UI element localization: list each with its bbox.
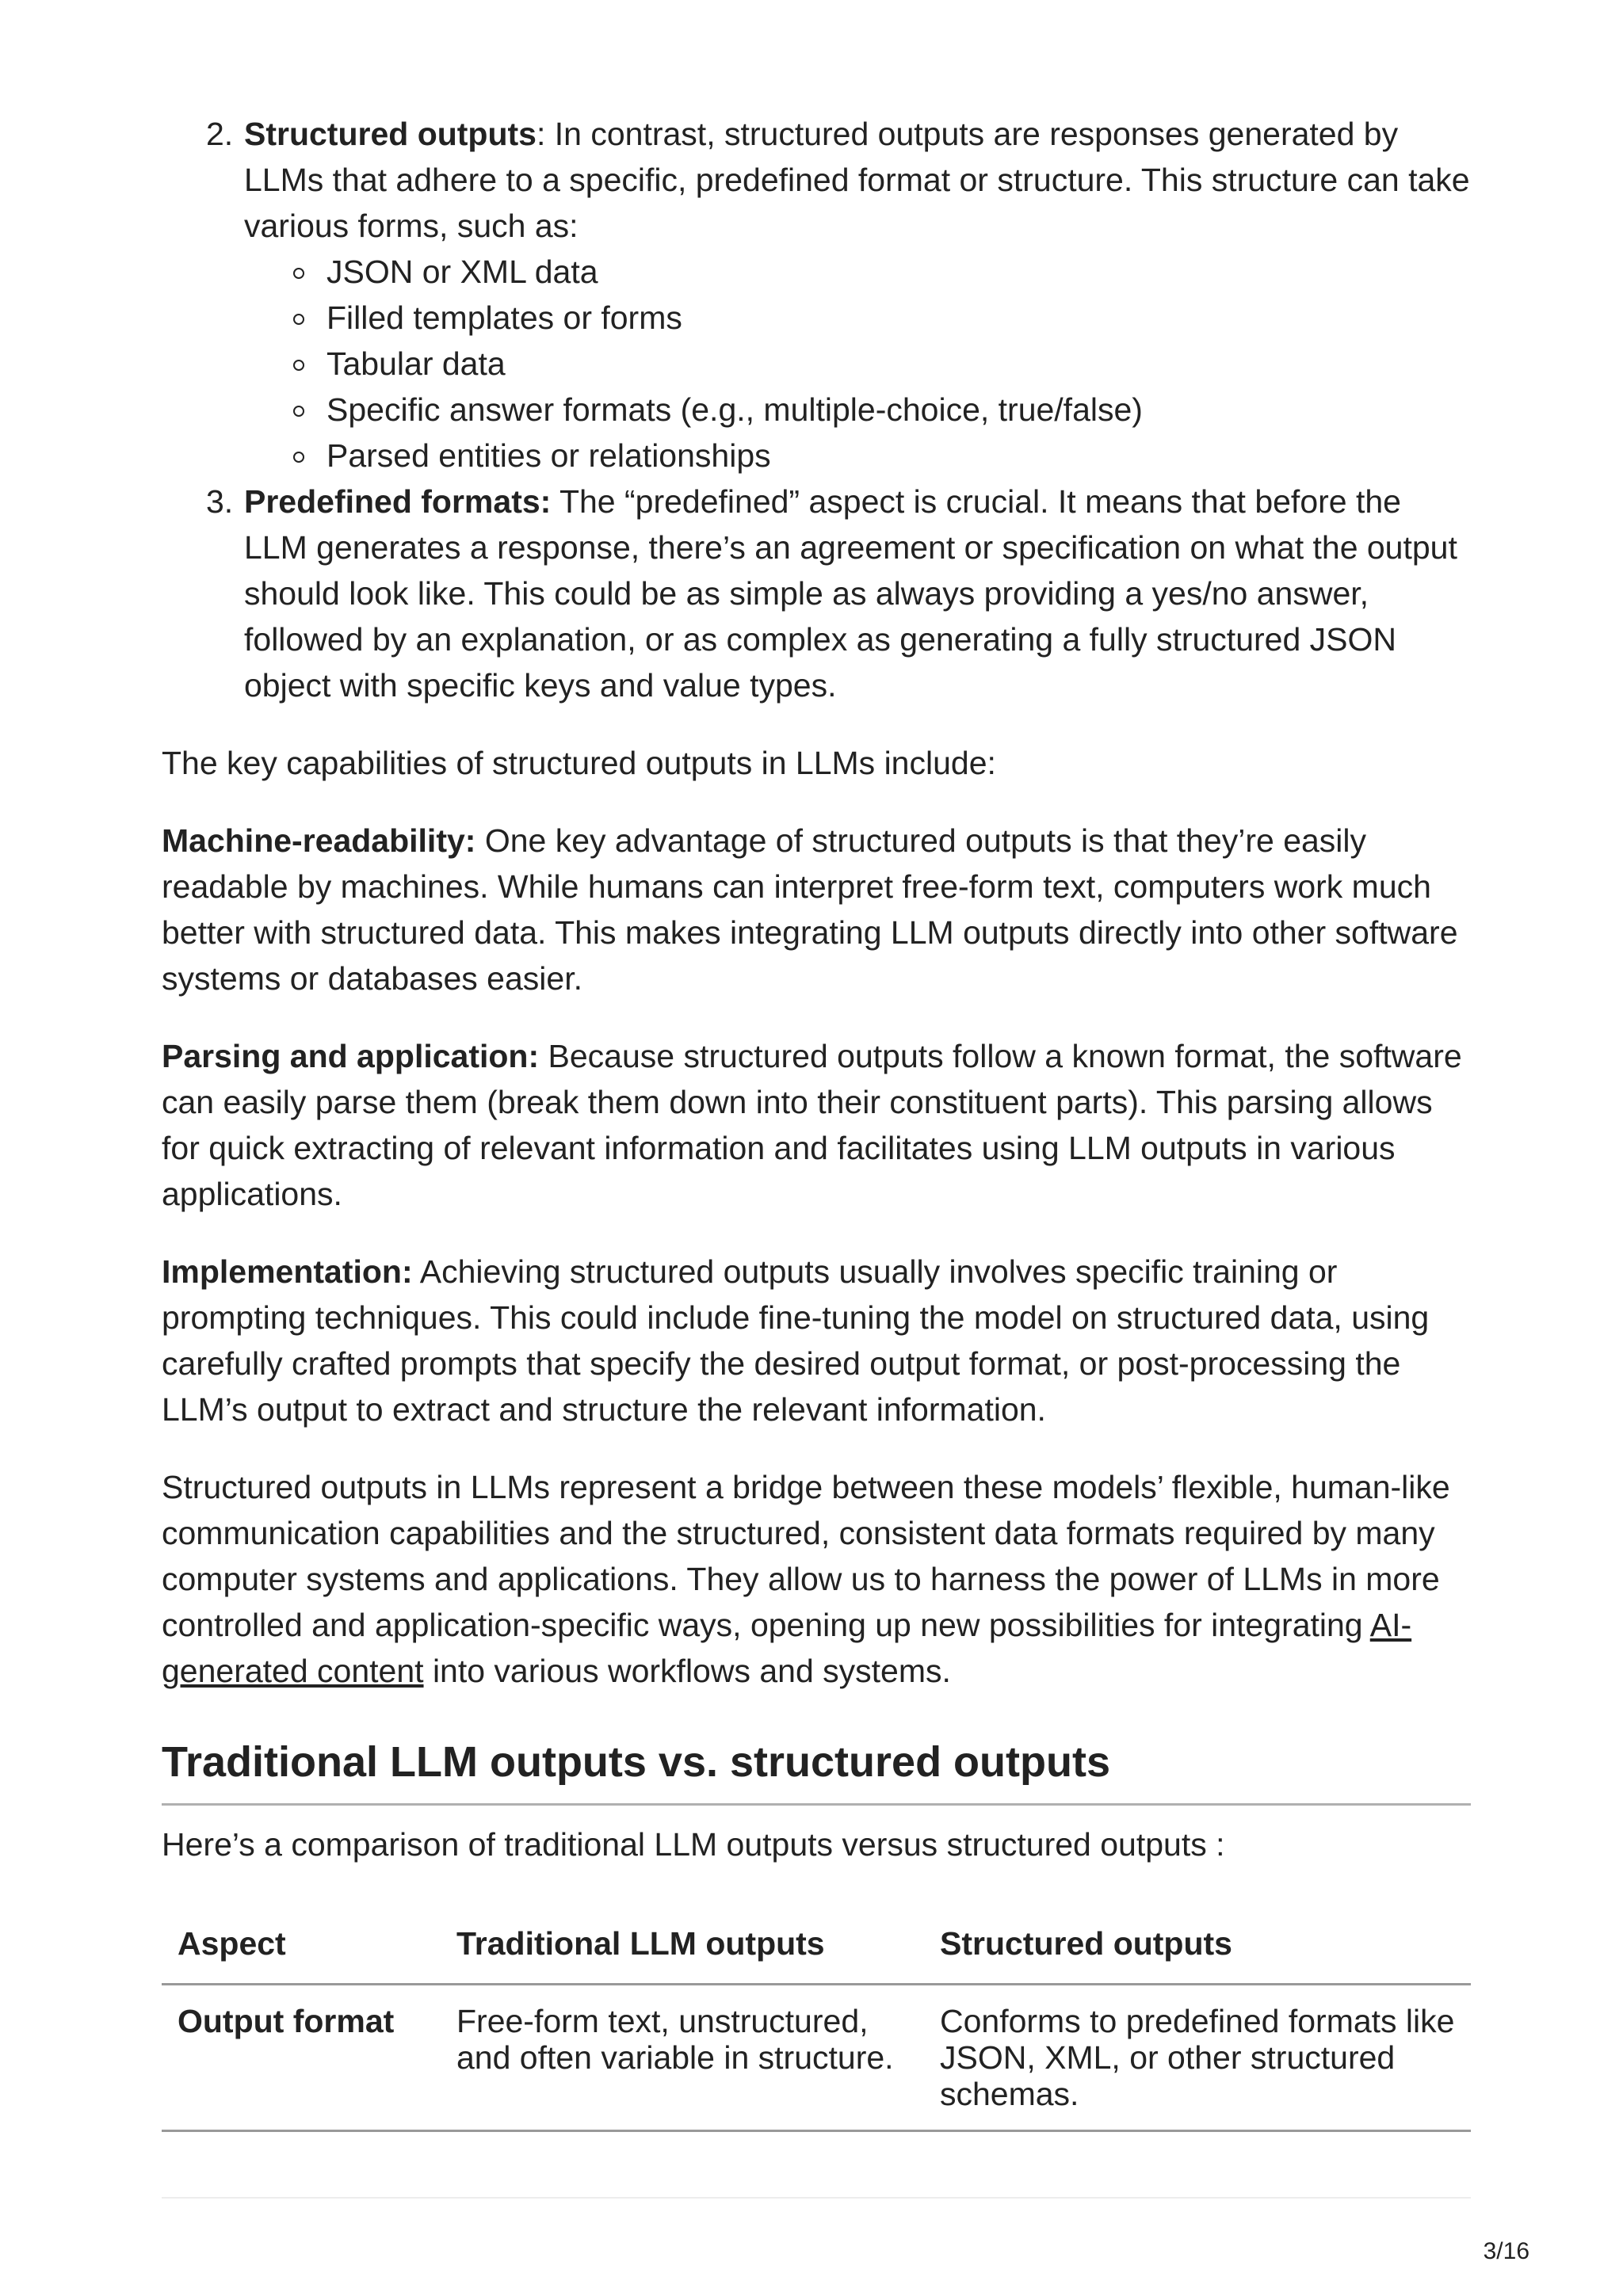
capability-term: Implementation: [162, 1253, 413, 1290]
list-item-term: Structured outputs [244, 116, 537, 152]
circle-bullet-icon [293, 268, 304, 279]
sub-list [244, 249, 1471, 479]
list-item-text: The “predefined” aspect is crucial. It means that before the LLM generates a response, there’s an agreement or specification on what the output should look like. This could be as simple as always providing a yes/no answer, followed by an explanation, or as complex as generating a fully structured JSON object with specific keys and value types. [244, 483, 1457, 704]
capability-paragraph: Implementation: Achieving structured outputs usually involves specific training or prompting techniques. This could include fine-tuning the model on structured data, using carefully crafted prompts that specify the desired output format, or post-processing the LLM’s output to extract and structure the relevant information. [162, 1253, 1430, 1428]
sub-list-item: Filled templates or forms [327, 295, 1471, 341]
list-number: 3. [206, 483, 234, 520]
capability-paragraph: Parsing and application: Because structured outputs follow a known format, the software can easily parse them (break them down into their constituent parts). This parsing allows for quick extracting of relevant information and facilitates using LLM outputs in various applications. [162, 1038, 1462, 1212]
list-item-term: Predefined formats: [244, 483, 552, 520]
list-item [206, 479, 1471, 708]
page-number: 3/16 [1483, 2238, 1529, 2264]
table-cell: Free-form text, unstructured, and often variable in structure. [441, 1985, 924, 2131]
document-page [162, 111, 1471, 2132]
circle-bullet-icon [293, 452, 304, 463]
list-item [206, 111, 1471, 479]
section-intro: Here’s a comparison of traditional LLM outputs versus structured outputs : [162, 1826, 1225, 1863]
sub-list-item: Tabular data [327, 341, 1471, 387]
comparison-table [162, 1909, 1471, 2132]
sub-list-item: JSON or XML data [327, 249, 1471, 295]
capabilities-intro: The key capabilities of structured outputs in LLMs include: [162, 745, 996, 781]
circle-bullet-icon [293, 360, 304, 371]
table-header-aspect: Aspect [162, 1909, 441, 1985]
circle-bullet-icon [293, 314, 304, 325]
table-cell: Output format [162, 1985, 441, 2131]
circle-bullet-icon [293, 406, 304, 417]
capability-term: Machine-readability: [162, 822, 476, 859]
table-row [162, 1985, 1471, 2131]
numbered-list [162, 111, 1471, 708]
table-header-structured: Structured outputs [924, 1909, 1471, 1985]
capability-term: Parsing and application: [162, 1038, 540, 1074]
table-header-row [162, 1909, 1471, 1985]
section-heading: Traditional LLM outputs vs. structured outputs [162, 1737, 1471, 1806]
sub-list-item: Parsed entities or relationships [327, 433, 1471, 479]
sub-list-item: Specific answer formats (e.g., multiple-choice, true/false) [327, 387, 1471, 433]
page-divider [162, 2197, 1471, 2199]
table-cell: Conforms to predefined formats like JSON, XML, or other structured schemas. [924, 1985, 1471, 2131]
ai-generated-content-link[interactable]: AI-generated content [162, 1607, 1412, 1689]
capability-paragraph: Machine-readability: One key advantage of structured outputs is that they’re easily readable by machines. While humans can interpret free-form text, computers work much better with structured data. This makes integrating LLM outputs directly into other software systems or databases easier. [162, 822, 1458, 997]
list-item-text: : In contrast, structured outputs are responses generated by LLMs that adhere to a specific, predefined format or structure. This structure can take various forms, such as: [244, 116, 1470, 244]
table-header-traditional: Traditional LLM outputs [441, 1909, 924, 1985]
list-number: 2. [206, 116, 234, 152]
summary-paragraph: Structured outputs in LLMs represent a bridge between these models’ flexible, human-like communication capabilities and the structured, consistent data formats required by many computer systems and applications. They allow us to harness the power of LLMs in more controlled and application-specific ways, opening up new possibilities for integrating AI-generated content into various workflows and systems. [162, 1469, 1450, 1689]
